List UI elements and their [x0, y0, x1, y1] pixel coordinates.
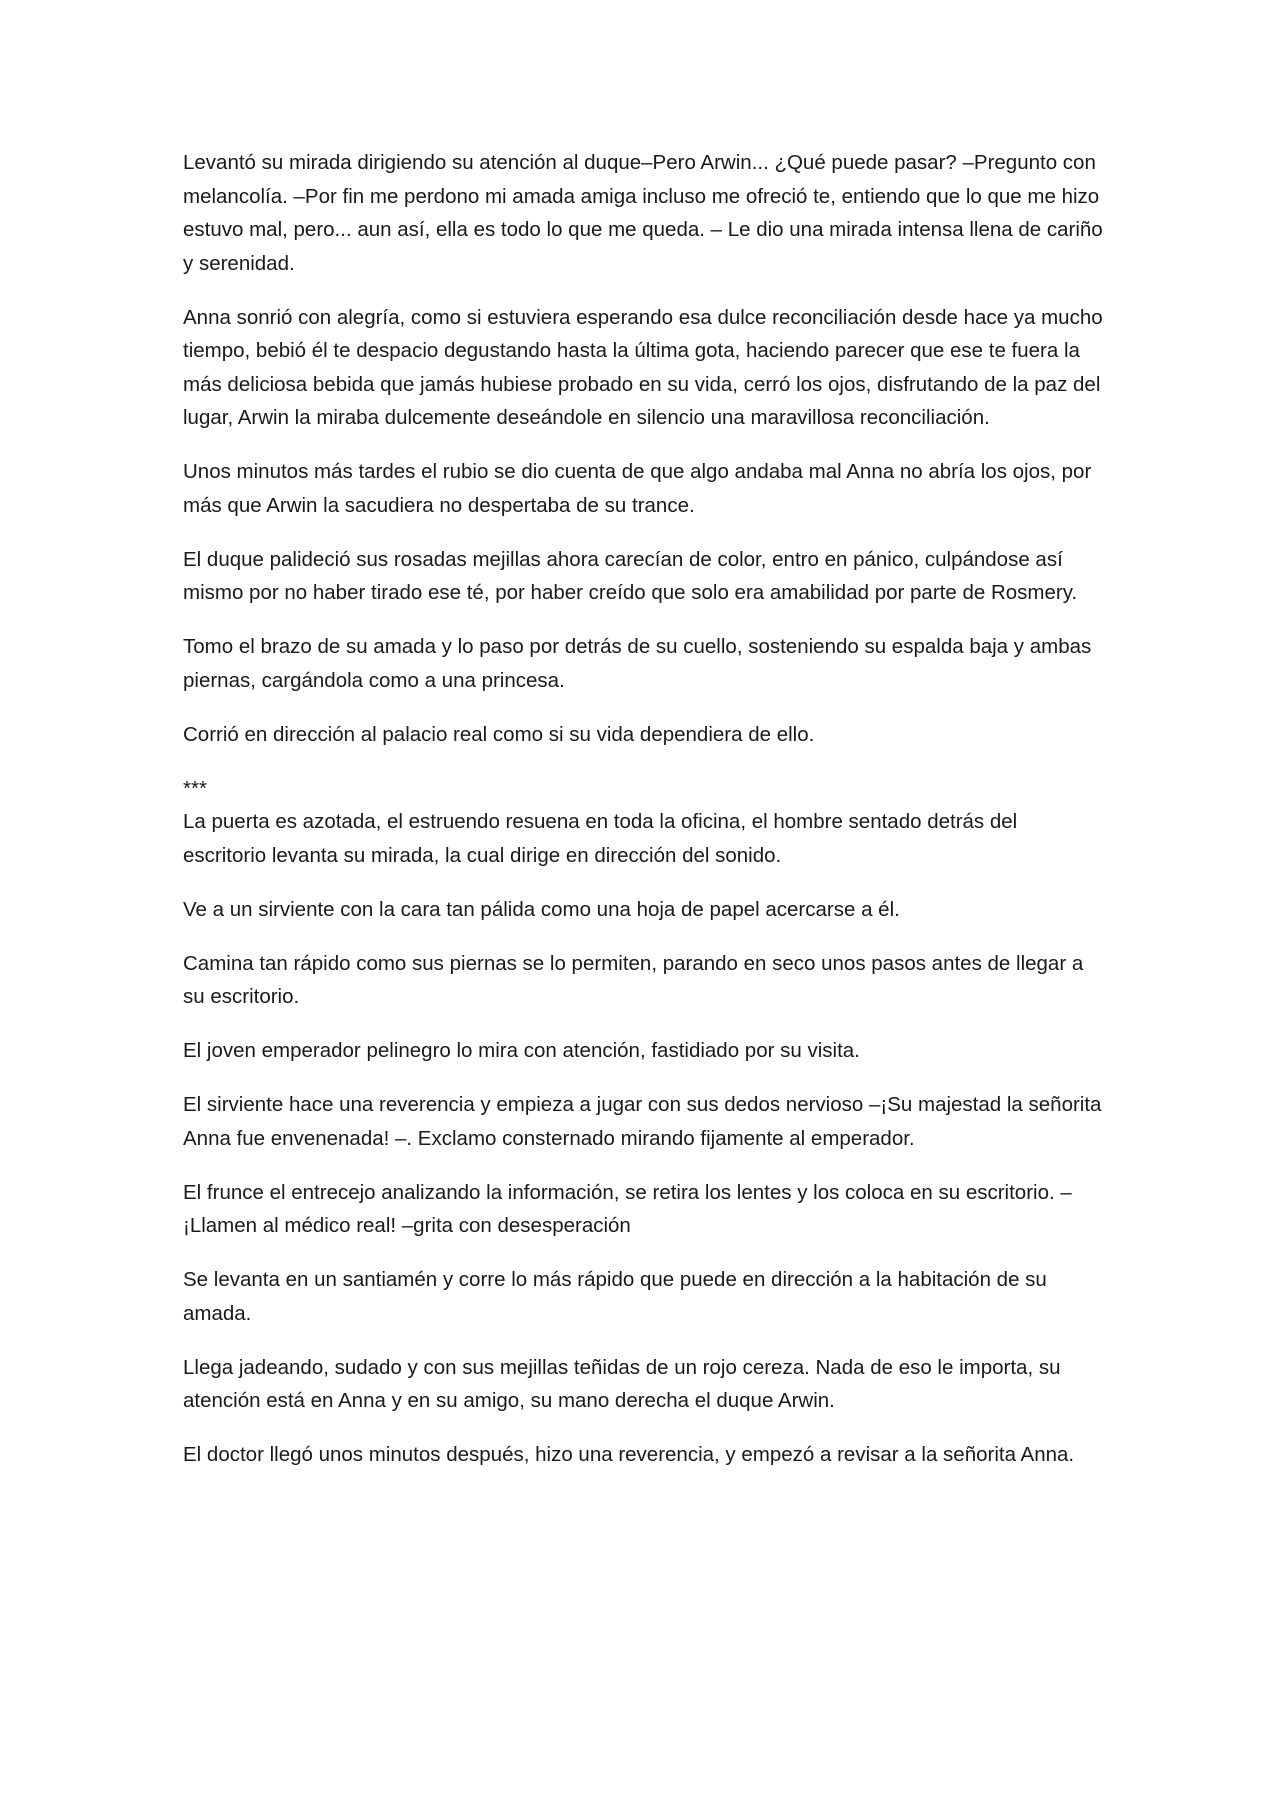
paragraph: El duque palideció sus rosadas mejillas ahora carecían de color, entro en pánico, culpándose así mismo por no haber tirado ese té, por haber creído que solo era amabilidad por parte de Rosmery.: [183, 547, 1078, 604]
paragraph: Anna sonrió con alegría, como si estuviera esperando esa dulce reconciliación desde hace ya mucho tiempo, bebió él te despacio degustando hasta la última gota, haciendo parecer que ese te fuera la más deliciosa bebida que jamás hubiese probado en su vida, cerró los ojos, disfrutando de la paz del lugar, Arwin la miraba dulcemente deseándole en silencio una maravillosa reconciliación.: [183, 305, 1103, 429]
paragraph: Ve a un sirviente con la cara tan pálida como una hoja de papel acercarse a él.: [183, 897, 900, 921]
paragraph: El doctor llegó unos minutos después, hizo una reverencia, y empezó a revisar a la señorita Anna.: [183, 1443, 1075, 1466]
paragraph: El frunce el entrecejo analizando la información, se retira los lentes y los coloca en su escritorio. –¡Llamen al médico real! –grita con desesperación: [183, 1180, 1072, 1237]
paragraph: Se levanta en un santiamén y corre lo más rápido que puede en dirección a la habitación de su amada.: [183, 1268, 1047, 1325]
paragraph: Camina tan rápido como sus piernas se lo permiten, parando en seco unos pasos antes de llegar a su escritorio.: [183, 951, 1084, 1008]
paragraph: Levantó su mirada dirigiendo su atención al duque–Pero Arwin... ¿Qué puede pasar? –Pregunto con melancolía. –Por fin me perdono mi amada amiga incluso me ofreció te, entiendo que lo que me hizo estuvo mal, pero... aun así, ella es todo lo que me queda. – Le dio una mirada intensa llena de cariño y serenidad.: [183, 151, 1103, 275]
scene-break: ***: [183, 776, 207, 800]
paragraph: Tomo el brazo de su amada y lo paso por detrás de su cuello, sosteniendo su espalda baja y ambas piernas, cargándola como a una princesa.: [183, 635, 1092, 692]
paragraph: Llega jadeando, sudado y con sus mejillas teñidas de un rojo cereza. Nada de eso le importa, su atención está en Anna y en su amigo, su mano derecha el duque Arwin.: [183, 1355, 1061, 1412]
paragraph: El joven emperador pelinegro lo mira con atención, fastidiado por su visita.: [183, 1039, 860, 1062]
paragraph: La puerta es azotada, el estruendo resuena en toda la oficina, el hombre sentado detrás del escritorio levanta su mirada, la cual dirige en dirección del sonido.: [183, 810, 1018, 867]
paragraph: El sirviente hace una reverencia y empieza a jugar con sus dedos nervioso –¡Su majestad la señorita Anna fue envenenada! –. Exclamo consternado mirando fijamente al emperador.: [183, 1093, 1102, 1150]
paragraph: Unos minutos más tardes el rubio se dio cuenta de que algo andaba mal Anna no abría los ojos, por más que Arwin la sacudiera no despertaba de su trance.: [183, 460, 1092, 517]
document-body: [183, 146, 1103, 1492]
paragraph: Corrió en dirección al palacio real como si su vida dependiera de ello.: [183, 722, 815, 746]
